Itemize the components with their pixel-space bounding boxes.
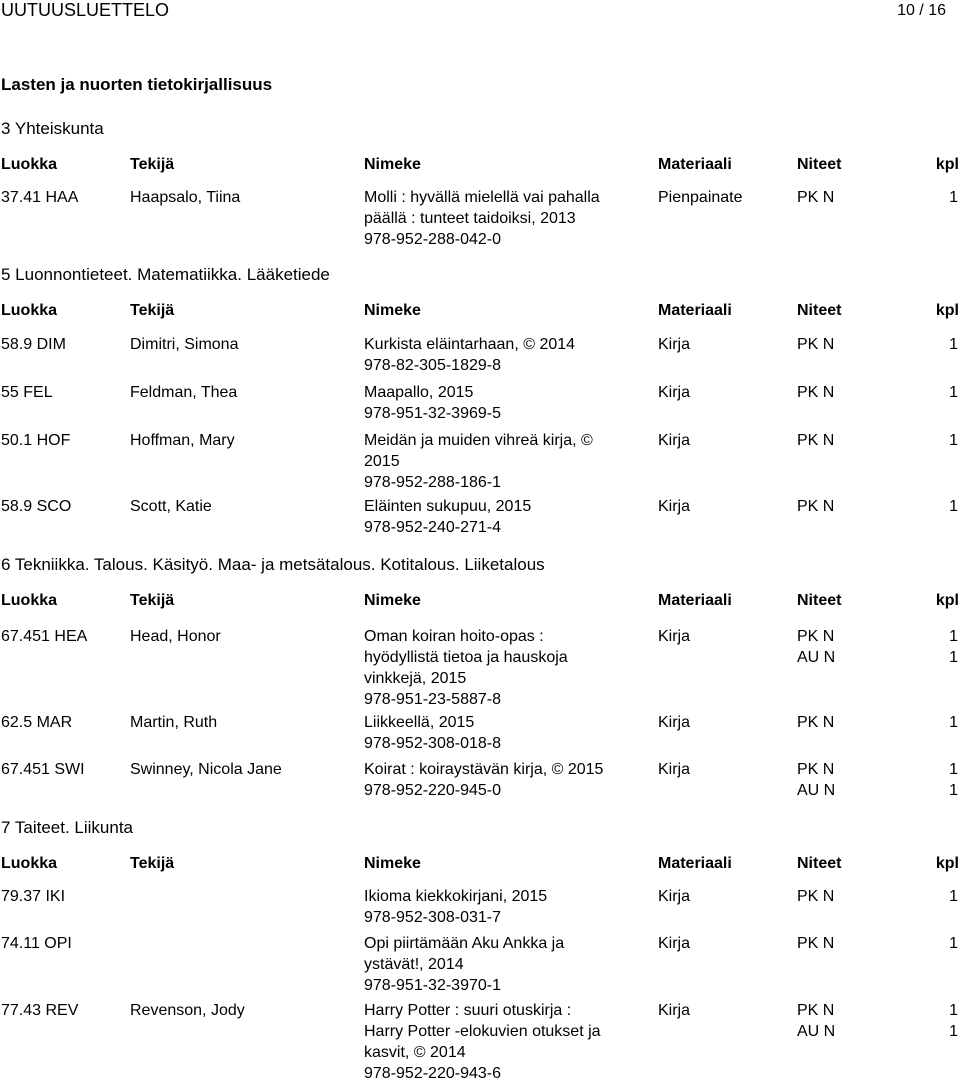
column-header-luokka: Luokka: [1, 302, 58, 319]
row-niteet: PK N: [797, 189, 835, 206]
row-isbn: 978-952-220-945-0: [364, 782, 501, 799]
row-isbn: 978-952-308-018-8: [364, 735, 501, 752]
column-header-tekija: Tekijä: [130, 302, 175, 319]
document-title: UUTUUSLUETTELO: [1, 0, 170, 20]
row-niteet: PK N: [797, 714, 835, 731]
row-isbn: 978-951-32-3970-1: [364, 977, 501, 994]
row-isbn: 978-951-23-5887-8: [364, 691, 501, 708]
column-header-luokka: Luokka: [1, 156, 58, 173]
row-kpl: 1: [949, 935, 958, 952]
row-kpl: 1: [949, 432, 958, 449]
row-materiaali: Kirja: [658, 1002, 691, 1019]
row-isbn: 978-952-288-042-0: [364, 231, 501, 248]
row-materiaali: Kirja: [658, 384, 691, 401]
row-niteet: PK N AU N: [797, 761, 836, 799]
row-isbn: 978-952-240-271-4: [364, 519, 501, 536]
row-materiaali: Kirja: [658, 888, 691, 905]
row-niteet: PK N AU N: [797, 628, 836, 666]
row-isbn: 978-952-308-031-7: [364, 909, 501, 926]
row-materiaali: Kirja: [658, 432, 691, 449]
row-nimeke: Kurkista eläintarhaan, © 2014: [364, 336, 576, 353]
row-kpl: 1: [949, 498, 958, 515]
column-header-tekija: Tekijä: [130, 592, 175, 609]
row-tekija: Hoffman, Mary: [130, 432, 235, 449]
column-header-tekija: Tekijä: [130, 855, 175, 872]
page-number: 10 / 16: [897, 2, 946, 19]
row-materiaali: Kirja: [658, 336, 691, 353]
row-luokka: 37.41 HAA: [1, 189, 79, 206]
row-niteet: PK N: [797, 432, 835, 449]
row-nimeke: Oman koiran hoito-opas : hyödyllistä tietoa ja hauskoja vinkkejä, 2015: [364, 628, 568, 687]
row-isbn: 978-951-32-3969-5: [364, 405, 501, 422]
column-header-nimeke: Nimeke: [364, 855, 421, 872]
row-nimeke: Molli : hyvällä mielellä vai pahalla päällä : tunteet taidoiksi, 2013: [364, 189, 600, 227]
row-niteet: PK N: [797, 888, 835, 905]
row-tekija: Head, Honor: [130, 628, 221, 645]
column-header-luokka: Luokka: [1, 592, 58, 609]
row-nimeke: Maapallo, 2015: [364, 384, 474, 401]
row-materiaali: Kirja: [658, 628, 691, 645]
column-header-niteet: Niteet: [797, 592, 842, 609]
column-header-materiaali: Materiaali: [658, 592, 732, 609]
row-tekija: Revenson, Jody: [130, 1002, 245, 1019]
row-tekija: Haapsalo, Tiina: [130, 189, 241, 206]
column-header-tekija: Tekijä: [130, 156, 175, 173]
row-isbn: 978-952-220-943-6: [364, 1065, 501, 1082]
row-materiaali: Kirja: [658, 761, 691, 778]
row-nimeke: Ikioma kiekkokirjani, 2015: [364, 888, 548, 905]
column-header-materiaali: Materiaali: [658, 302, 732, 319]
row-luokka: 77.43 REV: [1, 1002, 79, 1019]
row-kpl: 1 1: [949, 761, 958, 799]
row-kpl: 1: [949, 714, 958, 731]
row-luokka: 79.37 IKI: [1, 888, 66, 905]
column-header-kpl: kpl: [935, 156, 959, 173]
row-nimeke: Eläinten sukupuu, 2015: [364, 498, 532, 515]
row-tekija: Martin, Ruth: [130, 714, 218, 731]
row-tekija: Feldman, Thea: [130, 384, 238, 401]
row-kpl: 1: [949, 384, 958, 401]
section-heading: 7 Taiteet. Liikunta: [1, 818, 133, 837]
row-materiaali: Kirja: [658, 935, 691, 952]
row-niteet: PK N: [797, 384, 835, 401]
section-heading: 5 Luonnontieteet. Matematiikka. Lääketiede: [1, 265, 330, 284]
column-header-luokka: Luokka: [1, 855, 58, 872]
row-nimeke: Harry Potter : suuri otuskirja : Harry Potter -elokuvien otukset ja kasvit, © 2014: [364, 1002, 601, 1061]
row-niteet: PK N AU N: [797, 1002, 836, 1040]
section-heading: 6 Tekniikka. Talous. Käsityö. Maa- ja metsätalous. Kotitalous. Liiketalous: [1, 555, 545, 574]
row-niteet: PK N: [797, 336, 835, 353]
row-luokka: 58.9 DIM: [1, 336, 66, 353]
row-isbn: 978-82-305-1829-8: [364, 357, 501, 374]
column-header-nimeke: Nimeke: [364, 302, 421, 319]
row-luokka: 67.451 HEA: [1, 628, 88, 645]
row-nimeke: Opi piirtämään Aku Ankka ja ystävät!, 2014: [364, 935, 565, 973]
row-kpl: 1 1: [949, 1002, 958, 1040]
row-niteet: PK N: [797, 498, 835, 515]
row-luokka: 67.451 SWI: [1, 761, 85, 778]
row-luokka: 62.5 MAR: [1, 714, 73, 731]
row-materiaali: Pienpainate: [658, 189, 743, 206]
row-luokka: 74.11 OPI: [1, 935, 72, 952]
column-header-materiaali: Materiaali: [658, 156, 732, 173]
row-nimeke: Meidän ja muiden vihreä kirja, © 2015: [364, 432, 593, 470]
row-tekija: Dimitri, Simona: [130, 336, 239, 353]
row-tekija: Scott, Katie: [130, 498, 212, 515]
column-header-niteet: Niteet: [797, 855, 842, 872]
row-materiaali: Kirja: [658, 714, 691, 731]
section-heading: 3 Yhteiskunta: [1, 119, 104, 138]
column-header-kpl: kpl: [935, 855, 959, 872]
row-isbn: 978-952-288-186-1: [364, 474, 501, 491]
row-luokka: 50.1 HOF: [1, 432, 71, 449]
row-kpl: 1: [949, 189, 958, 206]
column-header-nimeke: Nimeke: [364, 156, 421, 173]
row-luokka: 55 FEL: [1, 384, 53, 401]
row-nimeke: Liikkeellä, 2015: [364, 714, 475, 731]
row-luokka: 58.9 SCO: [1, 498, 72, 515]
row-tekija: Swinney, Nicola Jane: [130, 761, 282, 778]
column-header-materiaali: Materiaali: [658, 855, 732, 872]
column-header-kpl: kpl: [935, 302, 959, 319]
row-niteet: PK N: [797, 935, 835, 952]
column-header-nimeke: Nimeke: [364, 592, 421, 609]
column-header-kpl: kpl: [935, 592, 959, 609]
column-header-niteet: Niteet: [797, 302, 842, 319]
row-kpl: 1: [949, 888, 958, 905]
row-kpl: 1: [949, 336, 958, 353]
row-nimeke: Koirat : koiraystävän kirja, © 2015: [364, 761, 604, 778]
row-kpl: 1 1: [949, 628, 958, 666]
row-materiaali: Kirja: [658, 498, 691, 515]
category-heading: Lasten ja nuorten tietokirjallisuus: [1, 75, 273, 94]
column-header-niteet: Niteet: [797, 156, 842, 173]
